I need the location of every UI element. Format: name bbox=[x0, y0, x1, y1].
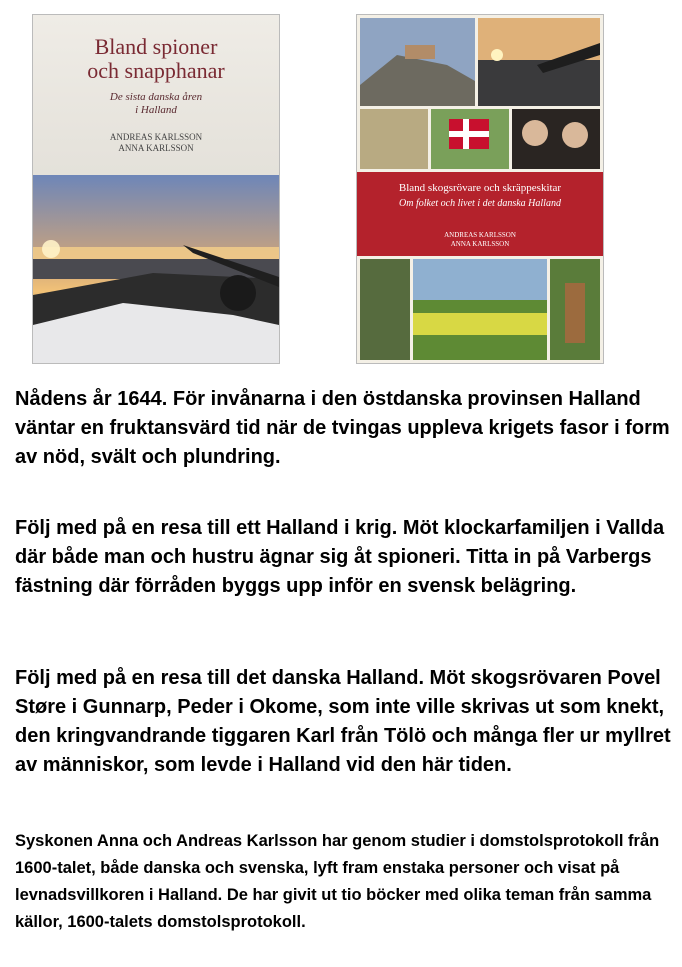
book1-authors: ANDREAS KARLSSON ANNA KARLSSON bbox=[109, 132, 203, 153]
book-cover-bland-spioner bbox=[33, 15, 279, 363]
intro-paragraph: Nådens år 1644. För invånarna i den östdanska provinsen Halland väntar en fruktansvärd tid när de tvingas uppleva krigets fasor i form av nöd, svält och plundring. bbox=[15, 388, 670, 468]
book2-authors: ANDREAS KARLSSON ANNA KARLSSON bbox=[444, 231, 516, 248]
book2-title: Bland skogsrövare och skräppeskitar bbox=[398, 182, 562, 194]
book1-description: Följ med på en resa till ett Halland i krig. Möt klockarfamiljen i Vallda där både man och hustru ägnar sig åt spioneri. Titta in på Varbergs fästning där förråden byggs upp inför en svensk belägring. bbox=[15, 517, 665, 597]
sunset-cannon-photo bbox=[33, 175, 279, 363]
book-cover-bland-skogsrovare bbox=[357, 15, 603, 363]
book2-description: Följ med på en resa till det danska Halland. Möt skogsrövaren Povel Støre i Gunnarp, Peder i Okome, som inte ville skrivas ut som knekt, den kringvandrande tiggaren Karl från Tölö och många fler ur myllret av människor, som levde i Halland vid den här tiden. bbox=[15, 667, 671, 776]
book2-subtitle: Om folket och livet i det danska Halland bbox=[399, 198, 561, 209]
book1-title: Bland spioner och snapphanar bbox=[87, 34, 225, 83]
authors-paragraph: Syskonen Anna och Andreas Karlsson har genom studier i domstolsprotokoll från 1600-talet, både danska och svenska, lyft fram enstaka personer och visat på levnadsvillkoren i Halland. De har givit ut tio böcker med olika teman från samma källor, 1600-talets domstolsprotokoll. bbox=[15, 832, 660, 931]
book1-subtitle: De sista danska åren i Halland bbox=[109, 91, 203, 116]
